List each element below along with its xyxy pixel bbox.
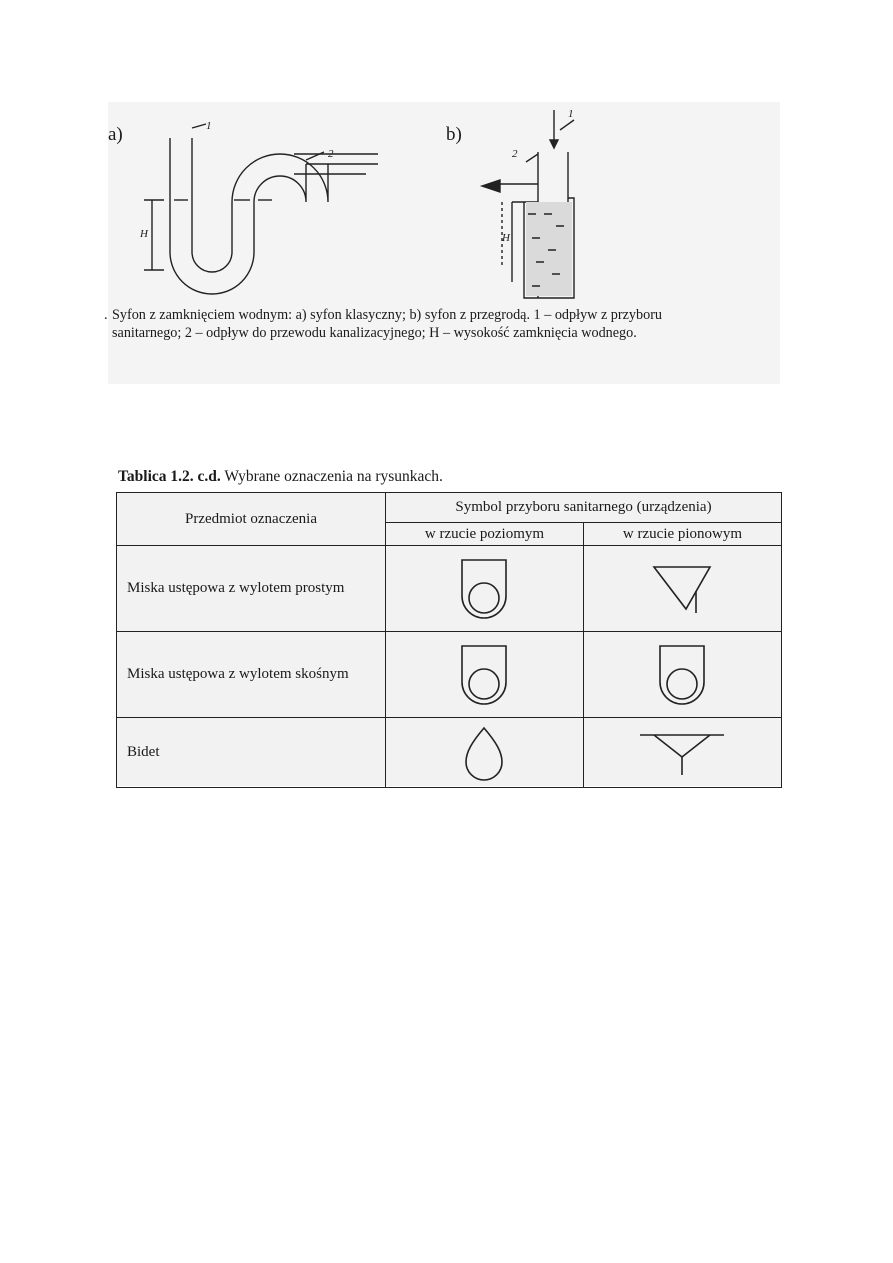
- header-symbol: Symbol przyboru sanitarnego (urządzenia): [386, 493, 782, 523]
- toilet-angled-outlet-elevation-icon: [652, 642, 712, 708]
- table-title: [118, 468, 443, 486]
- elevation-symbol-cell: [583, 632, 781, 718]
- table-row: [117, 546, 782, 632]
- toilet-bowl-plan-icon: [454, 642, 514, 708]
- header-subject: Przedmiot oznaczenia: [117, 493, 386, 546]
- symbols-table-block: [116, 492, 782, 786]
- plan-symbol-cell: [386, 718, 584, 788]
- figure-caption: [104, 306, 718, 342]
- panel-label-a: a): [108, 124, 123, 145]
- plan-symbol-cell: [386, 632, 584, 718]
- toilet-straight-outlet-elevation-icon: [650, 561, 714, 617]
- elevation-symbol-cell: [583, 718, 781, 788]
- caption-text: Syfon z zamknięciem wodnym: a) syfon klasyczny; b) syfon z przegrodą. 1 – odpływ z przyboru sanitarnego; 2 – odpływ do przewodu kanalizacyjnego; H – wysokość zamknięcia wodnego.: [112, 307, 663, 341]
- table-row: [117, 718, 782, 788]
- bidet-plan-icon: [460, 724, 508, 782]
- bidet-elevation-icon: [634, 727, 730, 779]
- table-title-text: Wybrane oznaczenia na rysunkach.: [224, 468, 443, 485]
- panel-label-b: b): [446, 124, 462, 145]
- label-outlet-2: 2: [328, 148, 334, 160]
- plan-symbol-cell: [386, 546, 584, 632]
- table-row: [117, 632, 782, 718]
- partition-siphon-drawing: [482, 110, 574, 298]
- label-height: H: [140, 228, 148, 240]
- row-name: Miska ustępowa z wylotem skośnym: [117, 632, 386, 718]
- header-elevation: w rzucie pionowym: [583, 523, 781, 546]
- row-name: Bidet: [117, 718, 386, 788]
- label-outlet-1b: 1: [568, 108, 574, 120]
- label-outlet-2b: 2: [512, 148, 518, 160]
- header-plan: w rzucie poziomym: [386, 523, 584, 546]
- table-title-number: Tablica 1.2. c.d.: [118, 468, 221, 485]
- caption-dot: .: [104, 307, 108, 323]
- toilet-bowl-plan-icon: [454, 556, 514, 622]
- row-name: Miska ustępowa z wylotem prostym: [117, 546, 386, 632]
- symbols-table: [116, 492, 782, 788]
- label-outlet-1: 1: [206, 120, 212, 132]
- classic-siphon-drawing: [144, 124, 378, 294]
- label-height-b: H: [502, 232, 510, 244]
- elevation-symbol-cell: [583, 546, 781, 632]
